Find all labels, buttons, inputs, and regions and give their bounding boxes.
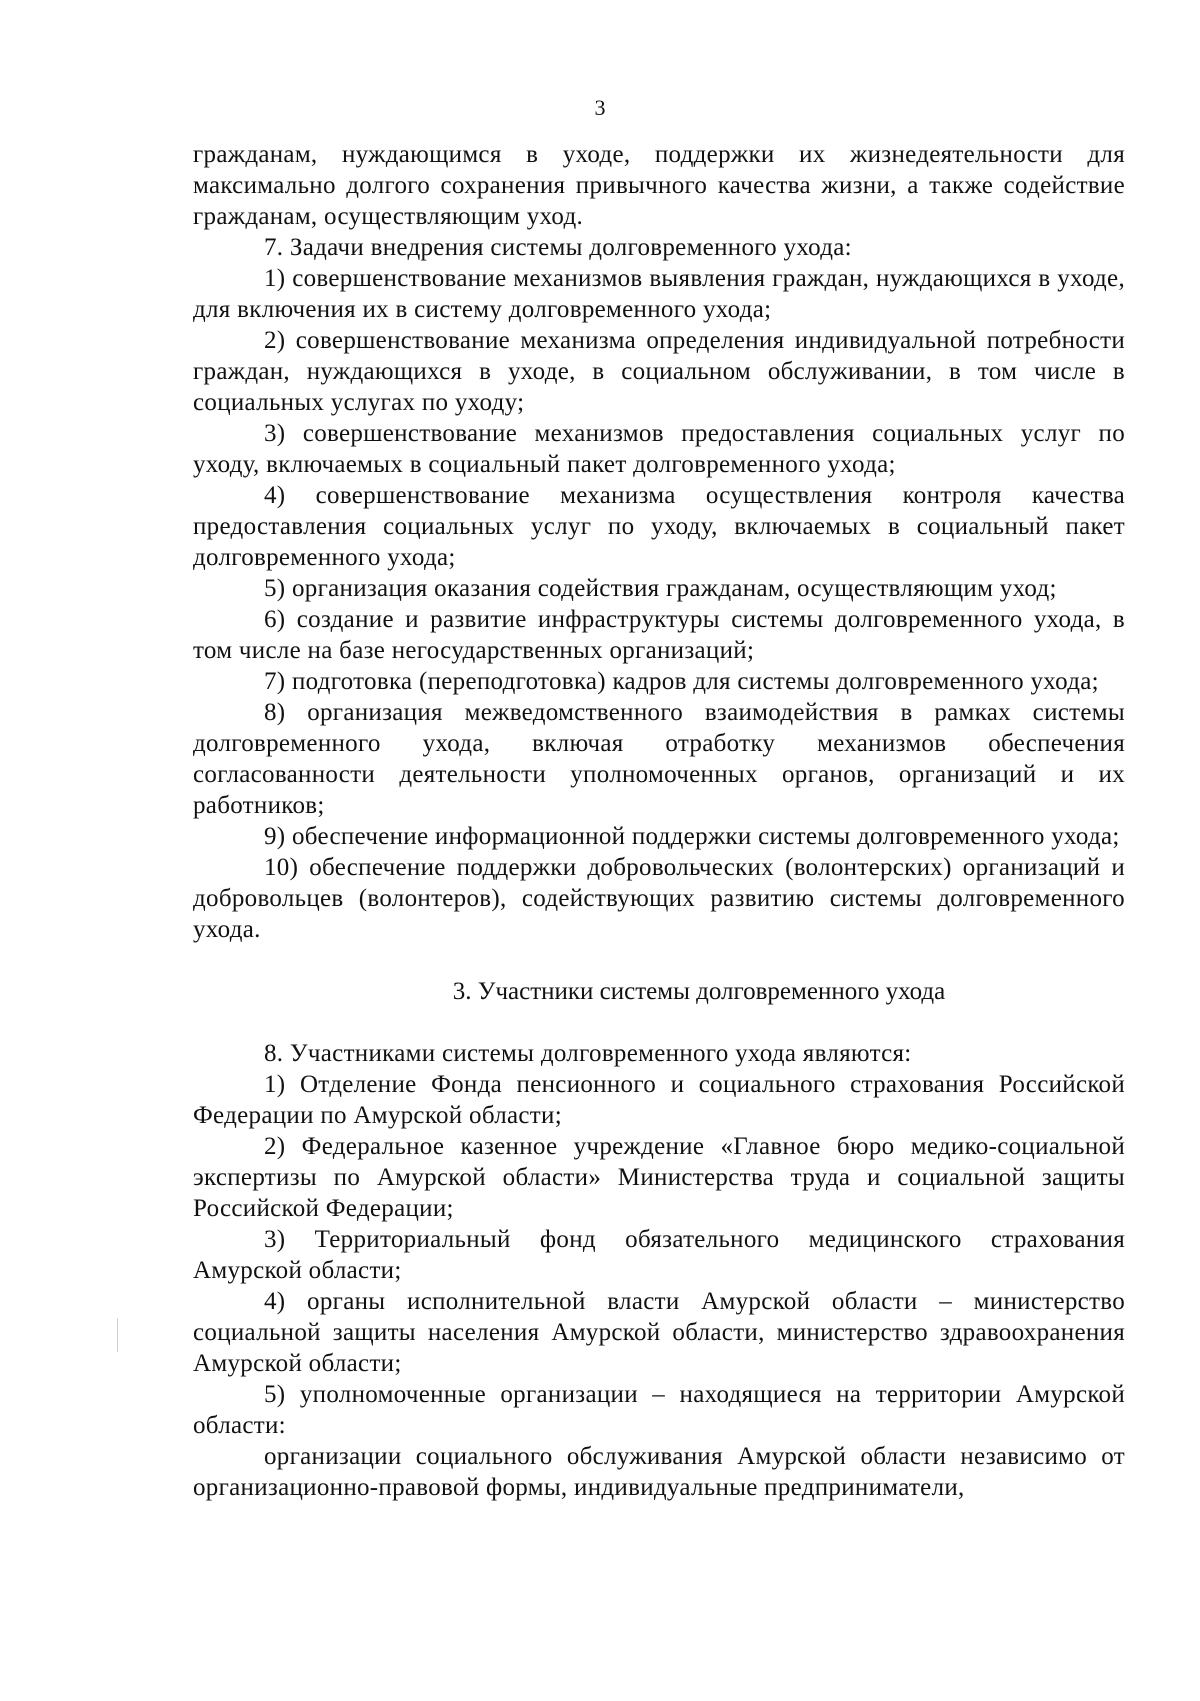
page-number: 3 — [594, 95, 606, 120]
document-body — [193, 139, 1125, 1503]
paragraph: 5) организация оказания содействия гражданам, осуществляющим уход; — [264, 575, 1057, 602]
paragraph: 3) совершенствование механизмов предоставления социальных услуг по уходу, включаемых в социальный пакет долговременного ухода; — [193, 420, 1125, 478]
paragraph: 10) обеспечение поддержки добровольческих (волонтерских) организаций и добровольцев (волонтеров), содействующих развитию системы долговременного ухода. — [193, 854, 1125, 943]
paragraph: 8. Участниками системы долговременного ухода являются: — [264, 1040, 912, 1067]
paragraph: 2) Федеральное казенное учреждение «Главное бюро медико-социальной экспертизы по Амурской области» Министерства труда и социальной защиты Российской Федерации; — [193, 1133, 1125, 1222]
paragraph: 2) совершенствование механизма определения индивидуальной потребности граждан, нуждающихся в уходе, в социальном обслуживании, в том числе в социальных услугах по уходу; — [193, 327, 1125, 416]
paragraph: 1) совершенствование механизмов выявления граждан, нуждающихся в уходе, для включения их в систему долговременного ухода; — [193, 265, 1125, 323]
paragraph: 7. Задачи внедрения системы долговременного ухода: — [264, 234, 852, 261]
paragraph: организации социального обслуживания Амурской области независимо от организационно-правовой формы, индивидуальные предприниматели, — [193, 1443, 1125, 1501]
paragraphs-after-heading — [193, 1038, 1125, 1503]
paragraph: гражданам, нуждающимся в уходе, поддержки их жизнедеятельности для максимально долгого сохранения привычного качества жизни, а также содействие гражданам, осуществляющим уход. — [193, 141, 1125, 230]
paragraph: 9) обеспечение информационной поддержки системы долговременного ухода; — [264, 823, 1120, 850]
paragraph: 7) подготовка (переподготовка) кадров для системы долговременного ухода; — [264, 668, 1099, 695]
paragraph: 6) создание и развитие инфраструктуры системы долговременного ухода, в том числе на базе негосударственных организаций; — [193, 606, 1125, 664]
section-heading: 3. Участники системы долговременного ухода — [452, 978, 946, 1005]
paragraph: 8) организация межведомственного взаимодействия в рамках системы долговременного ухода, включая отработку механизмов обеспечения согласованности деятельности уполномоченных органов, организаций и их работников; — [193, 699, 1125, 819]
paragraph: 4) совершенствование механизма осуществления контроля качества предоставления социальных услуг по уходу, включаемых в социальный пакет долговременного ухода; — [193, 482, 1125, 571]
paragraph: 4) органы исполнительной власти Амурской области – министерство социальной защиты населения Амурской области, министерство здравоохранения Амурской области; — [193, 1288, 1125, 1377]
paragraph: 3) Территориальный фонд обязательного медицинского страхования Амурской области; — [193, 1226, 1125, 1284]
paragraphs-before-heading — [193, 139, 1125, 945]
paragraph: 5) уполномоченные организации – находящиеся на территории Амурской области: — [193, 1381, 1125, 1439]
paragraph: 1) Отделение Фонда пенсионного и социального страхования Российской Федерации по Амурской области; — [193, 1071, 1125, 1129]
margin-mark — [117, 1318, 118, 1352]
